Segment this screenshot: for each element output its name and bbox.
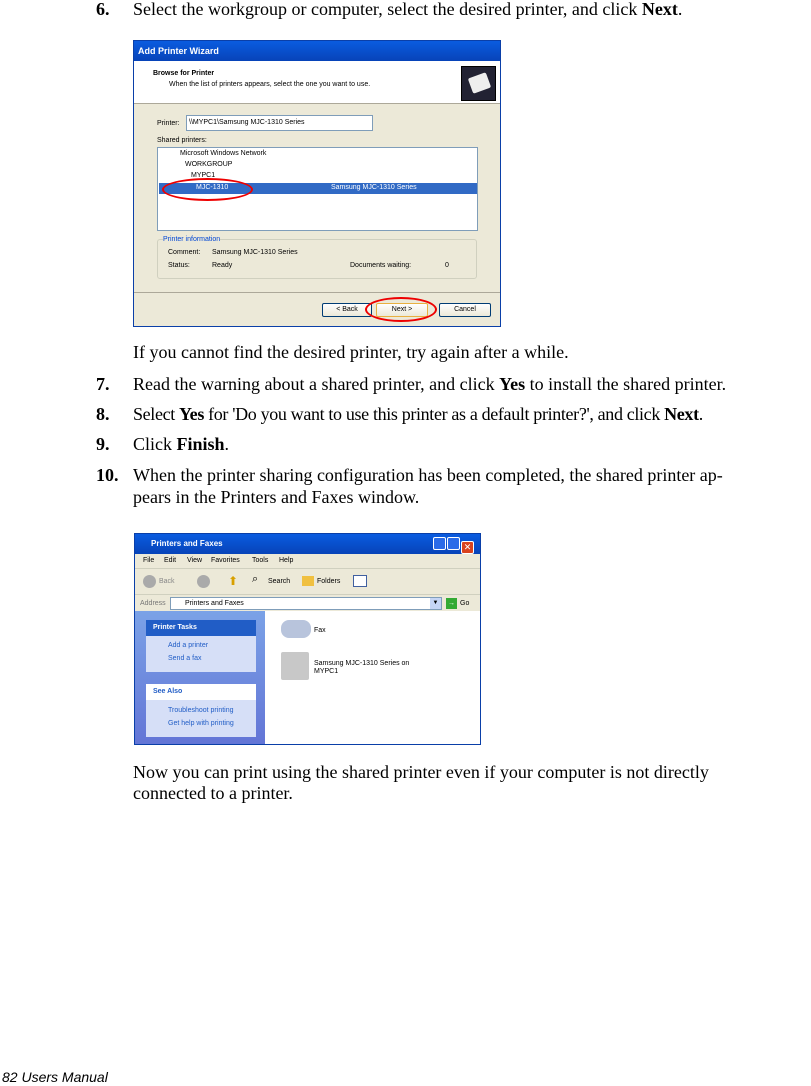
send-fax-link[interactable]: Send a fax bbox=[168, 655, 202, 662]
menu-edit[interactable]: Edit bbox=[164, 557, 177, 564]
help-link[interactable]: Get help with printing bbox=[168, 720, 234, 727]
printers-and-faxes-screenshot: Printers and Faxes ✕ File Edit View Favorites Tools Help Back ⬆ ⌕ Search Folders Address Printers and Faxes ▼ → Go Printer Tasks Add a printer Send a fax See Also Troubleshoot printing Get help with printing Fax Samsung MJC-1310 Series on MYPC1 bbox=[134, 533, 481, 745]
back-button[interactable]: < Back bbox=[322, 303, 372, 317]
shared-printer-icon[interactable] bbox=[281, 652, 309, 680]
shared-printer-item[interactable]: Samsung MJC-1310 Series on bbox=[314, 660, 410, 667]
selected-printer-row[interactable]: MJC-1310 Samsung MJC-1310 Series bbox=[159, 183, 477, 194]
minimize-icon[interactable] bbox=[433, 537, 446, 550]
back-icon[interactable] bbox=[143, 575, 156, 588]
close-icon[interactable]: ✕ bbox=[461, 541, 474, 554]
printer-wizard-icon bbox=[461, 66, 496, 101]
printer-tasks-header[interactable]: Printer Tasks bbox=[146, 620, 256, 636]
printer-path-input[interactable]: \\MYPC1\Samsung MJC-1310 Series bbox=[186, 115, 373, 131]
cancel-button[interactable]: Cancel bbox=[439, 303, 491, 317]
see-also-header[interactable]: See Also bbox=[146, 684, 256, 700]
menu-tools[interactable]: Tools bbox=[252, 557, 269, 564]
highlight-oval bbox=[162, 178, 253, 201]
explorer-title: Printers and Faxes bbox=[135, 534, 480, 554]
menu-favorites[interactable]: Favorites bbox=[211, 557, 240, 564]
add-printer-link[interactable]: Add a printer bbox=[168, 642, 209, 649]
up-folder-icon[interactable]: ⬆ bbox=[228, 574, 239, 588]
page-footer: 82 Users Manual bbox=[2, 1069, 108, 1085]
window-controls[interactable] bbox=[433, 537, 474, 554]
shared-printers-tree[interactable]: Microsoft Windows Network WORKGROUP MYPC1 MJC-1310 Samsung MJC-1310 Series bbox=[157, 147, 478, 231]
fax-item[interactable]: Fax bbox=[314, 627, 326, 634]
fax-icon[interactable] bbox=[281, 620, 311, 638]
forward-icon[interactable] bbox=[197, 575, 210, 588]
menu-view[interactable]: View bbox=[187, 557, 203, 564]
folders-icon[interactable] bbox=[302, 576, 314, 586]
go-icon[interactable]: → bbox=[448, 600, 455, 607]
troubleshoot-link[interactable]: Troubleshoot printing bbox=[168, 707, 234, 714]
address-bar[interactable]: Printers and Faxes ▼ bbox=[170, 597, 442, 610]
wizard-title: Add Printer Wizard bbox=[134, 41, 500, 61]
next-button[interactable]: Next > bbox=[376, 303, 428, 317]
note-retry: If you cannot find the desired printer, try again after a while. bbox=[133, 342, 569, 362]
menu-file[interactable]: File bbox=[143, 557, 155, 564]
menu-help[interactable]: Help bbox=[279, 557, 294, 564]
dropdown-icon: ▼ bbox=[430, 598, 441, 609]
note-conclusion: Now you can print using the shared printer even if your computer is not directly connected to a printer. bbox=[133, 762, 709, 803]
highlight-oval bbox=[365, 297, 437, 322]
add-printer-wizard-screenshot: Add Printer Wizard Browse for Printer When the list of printers appears, select the one you want to use. Printer: \\MYPC1\Samsung MJC-1310 Series Shared printers: Microsoft Windows Network WORKGROUP MYPC1 MJC-1310 Samsung MJC-1310 Series Printer information Comment: Samsung MJC-1310 Series Status: Ready Documents waiting: 0 < Back Next > Cancel bbox=[133, 40, 501, 327]
wizard-heading: Browse for Printer bbox=[153, 70, 215, 77]
views-icon[interactable] bbox=[353, 575, 367, 587]
maximize-icon[interactable] bbox=[447, 537, 460, 550]
search-icon[interactable]: ⌕ bbox=[252, 573, 259, 585]
printer-info-group bbox=[157, 239, 477, 279]
